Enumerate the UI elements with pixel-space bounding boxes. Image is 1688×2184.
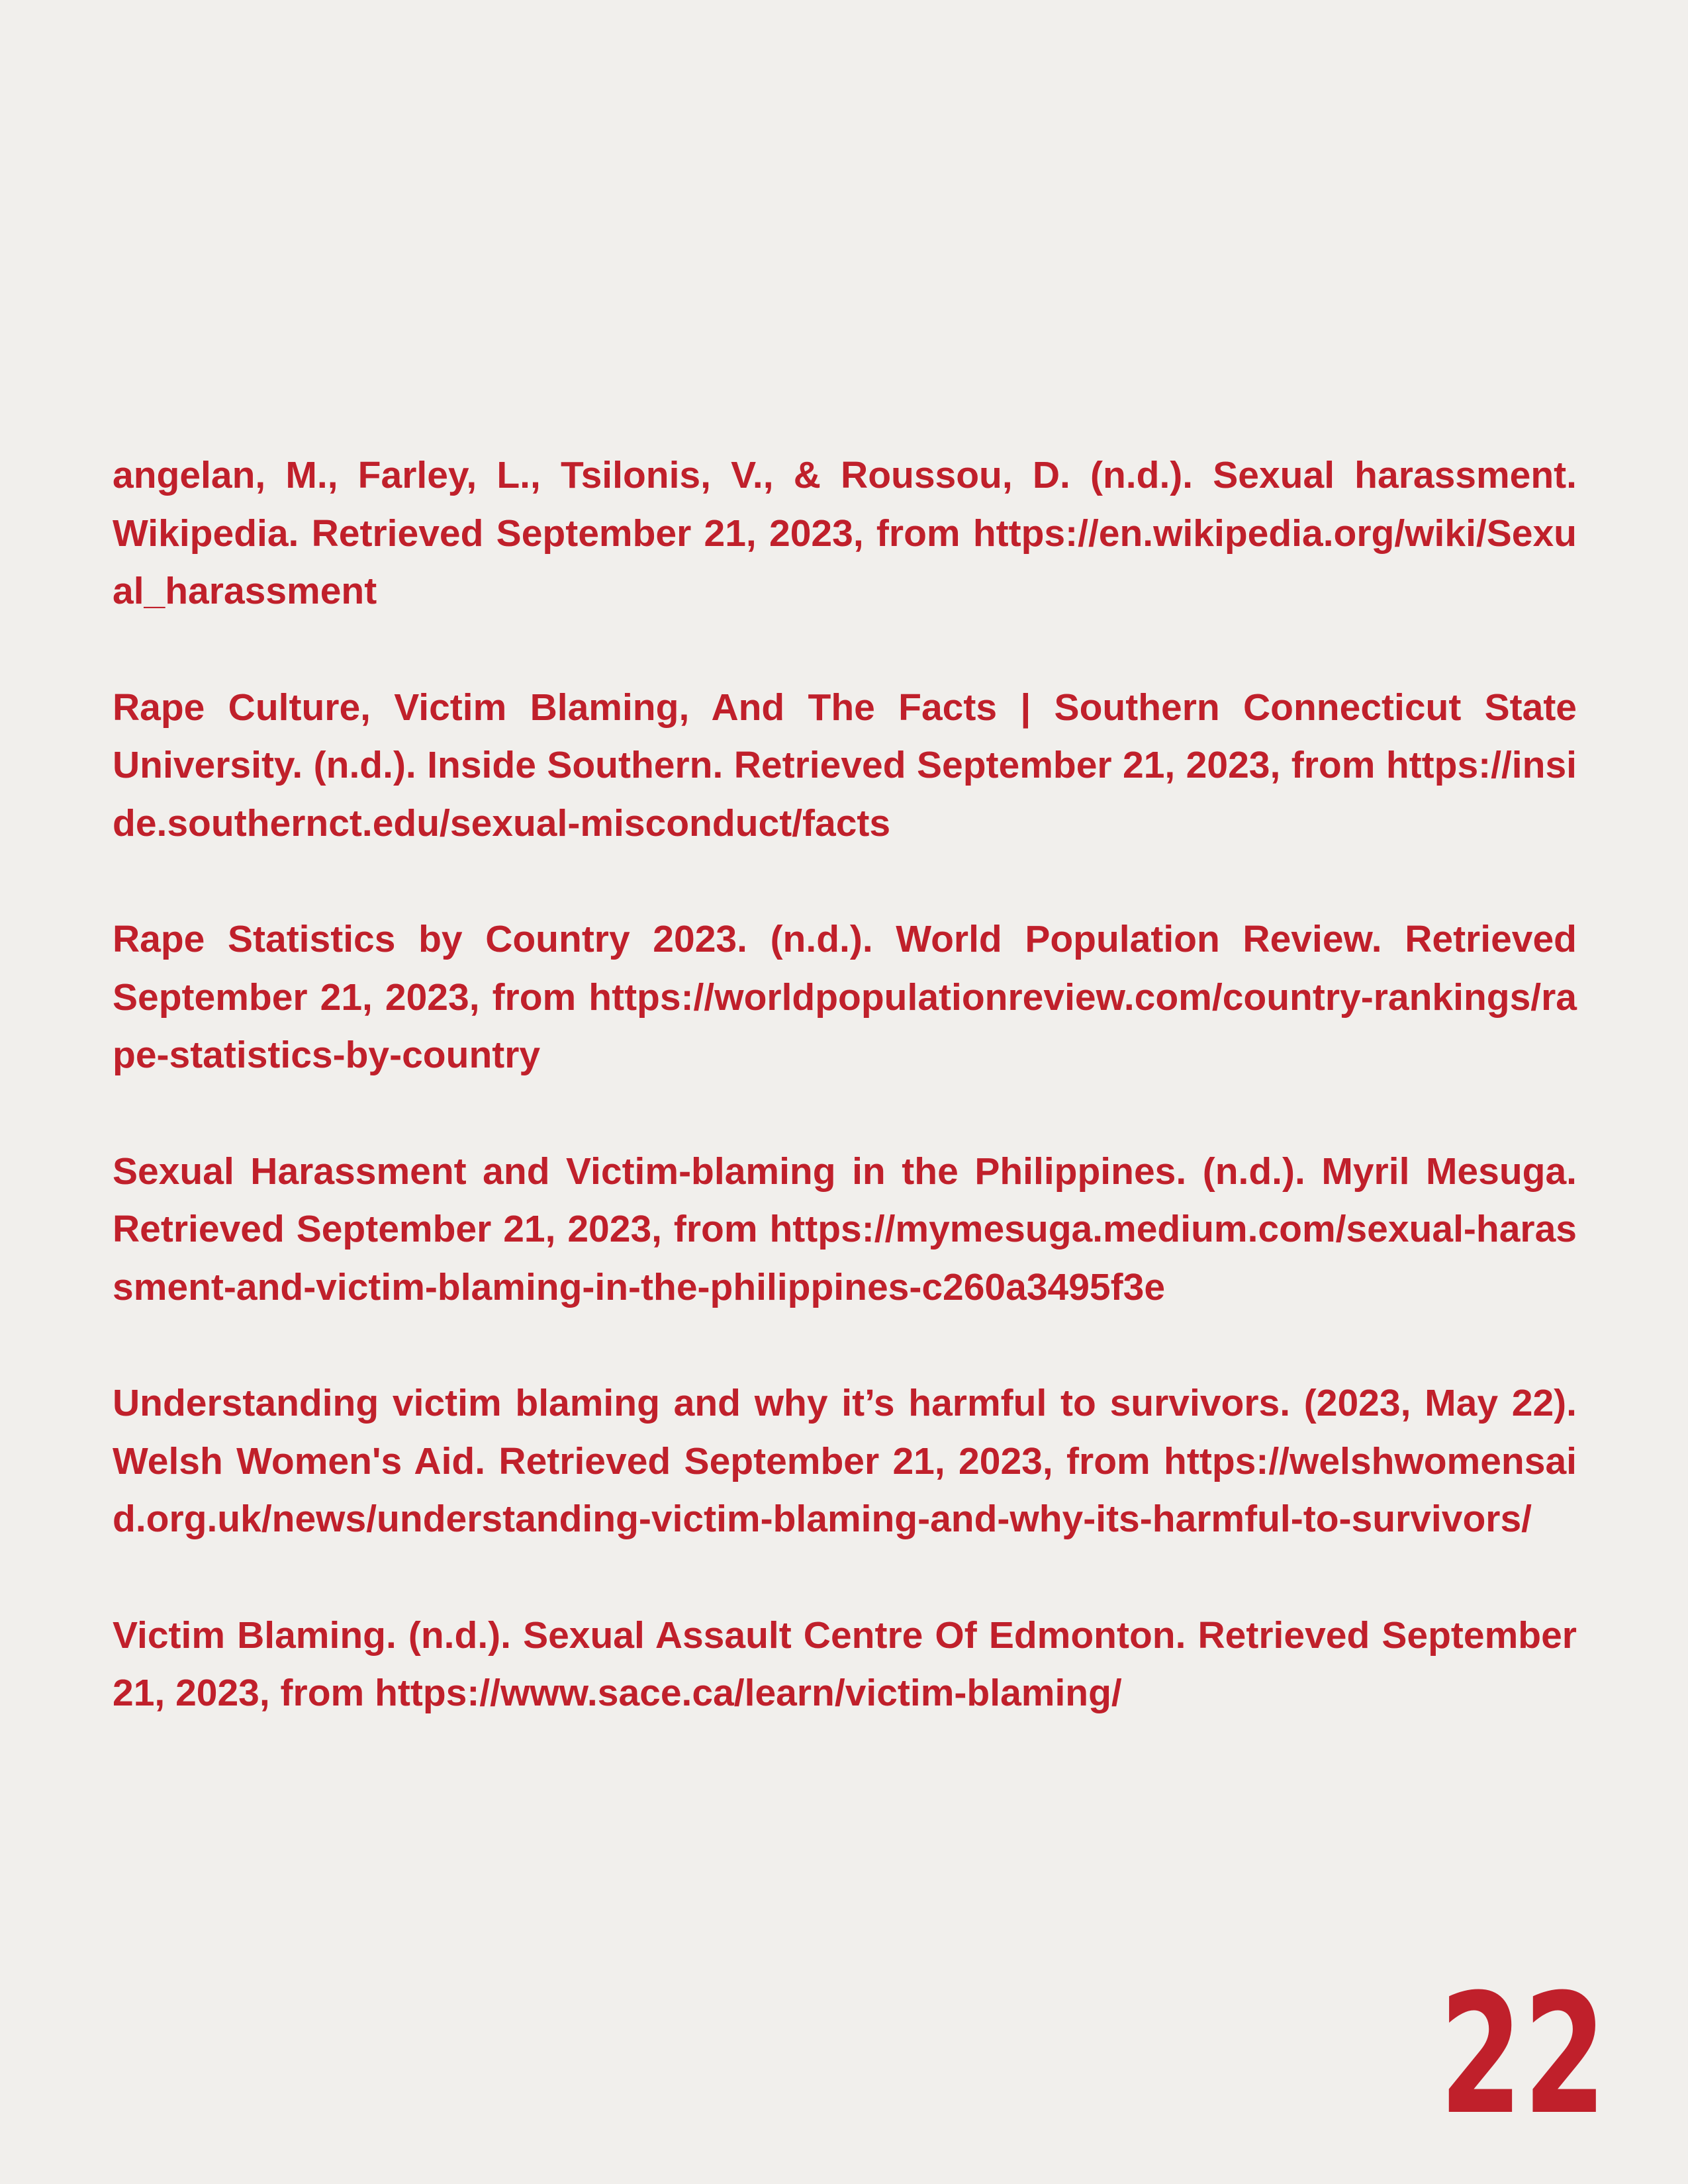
reference-entry [113, 679, 1577, 853]
reference-entry [113, 1375, 1577, 1549]
reference-url[interactable]: https://welshwomensaid.org.uk/news/understanding-victim-blaming-and-why-its-harmful-to-survivors/ [113, 1439, 1577, 1540]
reference-url[interactable]: https://www.sace.ca/learn/victim-blaming/ [375, 1672, 1122, 1714]
reference-text: Rape Statistics by Country 2023. (n.d.). World Population Review. Retrieved September 21, 2023, from [113, 918, 1577, 1019]
reference-url[interactable]: https://en.wikipedia.org/wiki/Sexual_harassment [113, 512, 1577, 612]
reference-list [113, 447, 1577, 1781]
reference-entry [113, 1143, 1577, 1317]
reference-entry [113, 1607, 1577, 1723]
reference-text: angelan, M., Farley, L., Tsilonis, V., & Roussou, D. (n.d.). Sexual harassment. Wikipedia. Retrieved September 21, 2023, from [113, 454, 1577, 555]
reference-text: Sexual Harassment and Victim-blaming in the Philippines. (n.d.). Myril Mesuga. Retrieved September 21, 2023, from [113, 1150, 1577, 1250]
reference-url[interactable]: https://inside.southernct.edu/sexual-misconduct/facts [113, 744, 1577, 844]
reference-text: Rape Culture, Victim Blaming, And The Facts | Southern Connecticut State University. (n.d.). Inside Southern. Retrieved September 21, 2023, from [113, 686, 1577, 786]
page-number: 22 [1439, 1958, 1607, 2151]
reference-text: Understanding victim blaming and why it’s harmful to survivors. (2023, May 22). Welsh Women's Aid. Retrieved September 21, 2023, from [113, 1382, 1577, 1482]
reference-entry [113, 447, 1577, 621]
reference-url[interactable]: https://mymesuga.medium.com/sexual-harassment-and-victim-blaming-in-the-philippines-c260a3495f3e [113, 1208, 1577, 1308]
reference-url[interactable]: https://worldpopulationreview.com/country-rankings/rape-statistics-by-country [113, 976, 1577, 1076]
reference-entry [113, 911, 1577, 1085]
reference-text: Victim Blaming. (n.d.). Sexual Assault Centre Of Edmonton. Retrieved September 21, 2023, from [113, 1614, 1577, 1714]
